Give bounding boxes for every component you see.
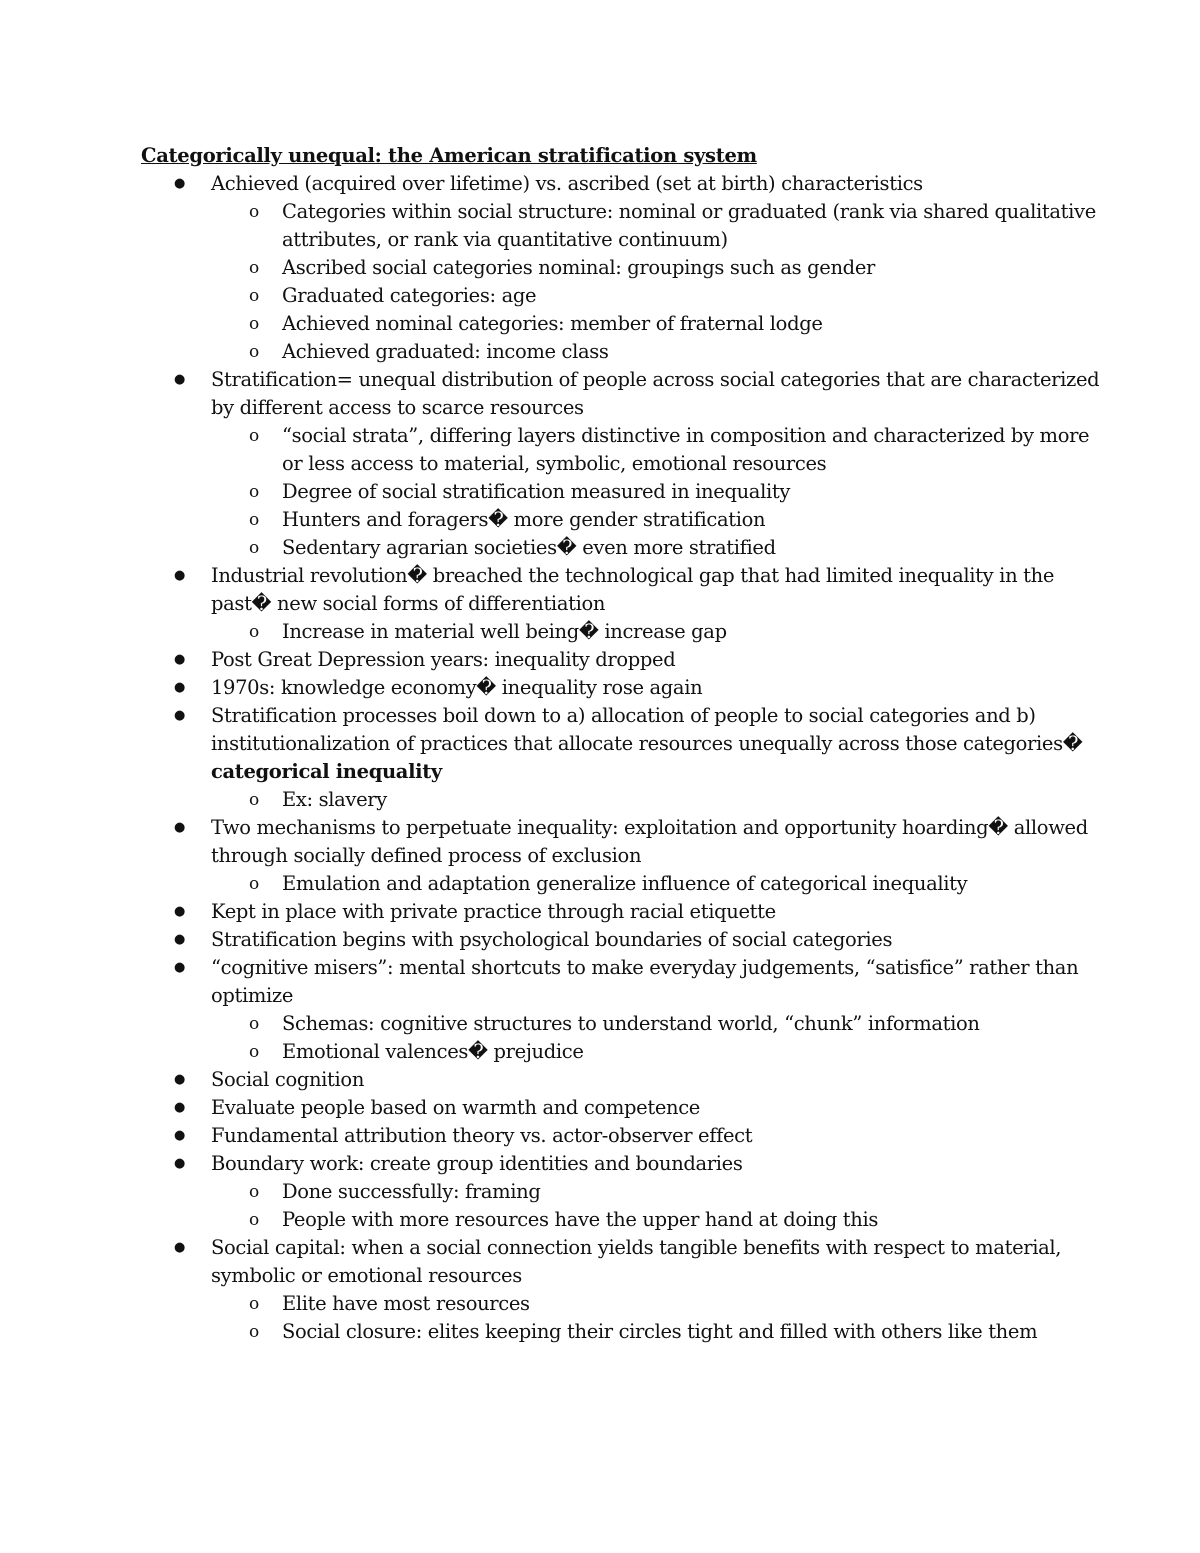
sub-list-item-text: Elite have most resources (282, 1292, 530, 1315)
list-item-text: Social cognition (211, 1068, 365, 1091)
sub-list-item (211, 1038, 1101, 1066)
sub-list-item (211, 198, 1101, 254)
bullet-icon: ● (174, 904, 185, 919)
sub-list-item-text: Schemas: cognitive structures to understand world, “chunk” information (282, 1012, 980, 1035)
sub-bullet-icon: o (249, 314, 259, 334)
list-item-text: Boundary work: create group identities and boundaries (211, 1152, 743, 1175)
sub-list-item-text: Hunters and foragers� more gender stratification (282, 508, 766, 531)
sub-list (211, 422, 1101, 562)
sub-list (211, 198, 1101, 366)
bullet-icon: ● (174, 1128, 185, 1143)
sub-list-item (211, 1010, 1101, 1038)
bullet-icon: ● (174, 960, 185, 975)
list-item (141, 1234, 1101, 1346)
list-item-text: Two mechanisms to perpetuate inequality: exploitation and opportunity hoarding� allowed through socially defined process of exclusion (211, 816, 1088, 867)
sub-list-item-text: Increase in material well being� increase gap (282, 620, 727, 643)
sub-list-item (211, 478, 1101, 506)
sub-list-item-text: Ascribed social categories nominal: groupings such as gender (282, 256, 875, 279)
list-item-text: Post Great Depression years: inequality dropped (211, 648, 676, 671)
list-item-text: Stratification processes boil down to a) allocation of people to social categories and b) institutionalization of practices that allocate resources unequally across those categories� (211, 704, 1083, 755)
bullet-icon: ● (174, 1156, 185, 1171)
sub-list-item-text: Degree of social stratification measured in inequality (282, 480, 791, 503)
sub-bullet-icon: o (249, 482, 259, 502)
list-item-text: Social capital: when a social connection yields tangible benefits with respect to material, symbolic or emotional resources (211, 1236, 1062, 1287)
outline-list (141, 170, 1101, 1346)
sub-bullet-icon: o (249, 1182, 259, 1202)
sub-list-item (211, 1178, 1101, 1206)
list-item-text: Industrial revolution� breached the technological gap that had limited inequality in the past� new social forms of differentiation (211, 564, 1055, 615)
list-item (141, 926, 1101, 954)
sub-list (211, 786, 1101, 814)
list-item (141, 170, 1101, 366)
sub-list-item (211, 422, 1101, 478)
list-item (141, 674, 1101, 702)
sub-bullet-icon: o (249, 1322, 259, 1342)
sub-list-item-text: Sedentary agrarian societies� even more stratified (282, 536, 776, 559)
bullet-icon: ● (174, 652, 185, 667)
bullet-icon: ● (174, 1240, 185, 1255)
bullet-icon: ● (174, 708, 185, 723)
list-item-text: Achieved (acquired over lifetime) vs. ascribed (set at birth) characteristics (211, 172, 923, 195)
sub-list-item-text: Ex: slavery (282, 788, 387, 811)
sub-bullet-icon: o (249, 426, 259, 446)
sub-list-item-text: Categories within social structure: nominal or graduated (rank via shared qualitative attributes, or rank via quantitative continuum) (282, 200, 1096, 251)
bullet-icon: ● (174, 1100, 185, 1115)
sub-list-item (211, 870, 1101, 898)
sub-list-item (211, 310, 1101, 338)
sub-list-item (211, 254, 1101, 282)
sub-bullet-icon: o (249, 510, 259, 530)
list-item (141, 1150, 1101, 1234)
sub-list (211, 1010, 1101, 1066)
list-item-text: “cognitive misers”: mental shortcuts to make everyday judgements, “satisfice” rather than optimize (211, 956, 1079, 1007)
sub-list-item-text: People with more resources have the upper hand at doing this (282, 1208, 879, 1231)
sub-list (211, 870, 1101, 898)
sub-bullet-icon: o (249, 286, 259, 306)
document-page (141, 142, 1101, 1346)
sub-list-item (211, 786, 1101, 814)
list-item (141, 366, 1101, 562)
list-item (141, 898, 1101, 926)
list-item (141, 1122, 1101, 1150)
sub-list-item (211, 618, 1101, 646)
sub-bullet-icon: o (249, 342, 259, 362)
bold-term: categorical inequality (211, 760, 442, 783)
sub-list-item (211, 1206, 1101, 1234)
sub-list-item-text: Achieved nominal categories: member of fraternal lodge (282, 312, 823, 335)
sub-list (211, 1178, 1101, 1234)
sub-list-item-text: Emulation and adaptation generalize influence of categorical inequality (282, 872, 968, 895)
bullet-icon: ● (174, 568, 185, 583)
sub-bullet-icon: o (249, 258, 259, 278)
sub-bullet-icon: o (249, 1210, 259, 1230)
sub-list-item-text: Graduated categories: age (282, 284, 537, 307)
list-item (141, 562, 1101, 646)
sub-list (211, 1290, 1101, 1346)
sub-bullet-icon: o (249, 1294, 259, 1314)
list-item-text: 1970s: knowledge economy� inequality rose again (211, 676, 703, 699)
list-item (141, 702, 1101, 814)
sub-bullet-icon: o (249, 1014, 259, 1034)
sub-list-item (211, 1318, 1101, 1346)
list-item (141, 954, 1101, 1066)
sub-bullet-icon: o (249, 622, 259, 642)
sub-list-item-text: Social closure: elites keeping their circles tight and filled with others like them (282, 1320, 1038, 1343)
bullet-icon: ● (174, 932, 185, 947)
sub-bullet-icon: o (249, 874, 259, 894)
list-item (141, 1094, 1101, 1122)
list-item-text: Evaluate people based on warmth and competence (211, 1096, 700, 1119)
sub-list (211, 618, 1101, 646)
sub-list-item (211, 1290, 1101, 1318)
list-item (141, 646, 1101, 674)
bullet-icon: ● (174, 372, 185, 387)
sub-list-item-text: Emotional valences� prejudice (282, 1040, 584, 1063)
sub-list-item (211, 338, 1101, 366)
bullet-icon: ● (174, 820, 185, 835)
sub-list-item-text: Achieved graduated: income class (282, 340, 609, 363)
list-item-text: Fundamental attribution theory vs. actor-observer effect (211, 1124, 753, 1147)
bullet-icon: ● (174, 1072, 185, 1087)
list-item (141, 814, 1101, 898)
sub-list-item (211, 282, 1101, 310)
sub-list-item-text: “social strata”, differing layers distinctive in composition and characterized by more or less access to material, symbolic, emotional resources (282, 424, 1090, 475)
sub-bullet-icon: o (249, 202, 259, 222)
sub-bullet-icon: o (249, 790, 259, 810)
document-title: Categorically unequal: the American stratification system (141, 144, 757, 167)
sub-list-item (211, 506, 1101, 534)
list-item-text: Stratification begins with psychological boundaries of social categories (211, 928, 893, 951)
bullet-icon: ● (174, 176, 185, 191)
sub-list-item-text: Done successfully: framing (282, 1180, 541, 1203)
sub-list-item (211, 534, 1101, 562)
list-item-text: Stratification= unequal distribution of people across social categories that are characterized by different access to scarce resources (211, 368, 1100, 419)
list-item-text: Kept in place with private practice through racial etiquette (211, 900, 776, 923)
bullet-icon: ● (174, 680, 185, 695)
list-item (141, 1066, 1101, 1094)
sub-bullet-icon: o (249, 538, 259, 558)
sub-bullet-icon: o (249, 1042, 259, 1062)
